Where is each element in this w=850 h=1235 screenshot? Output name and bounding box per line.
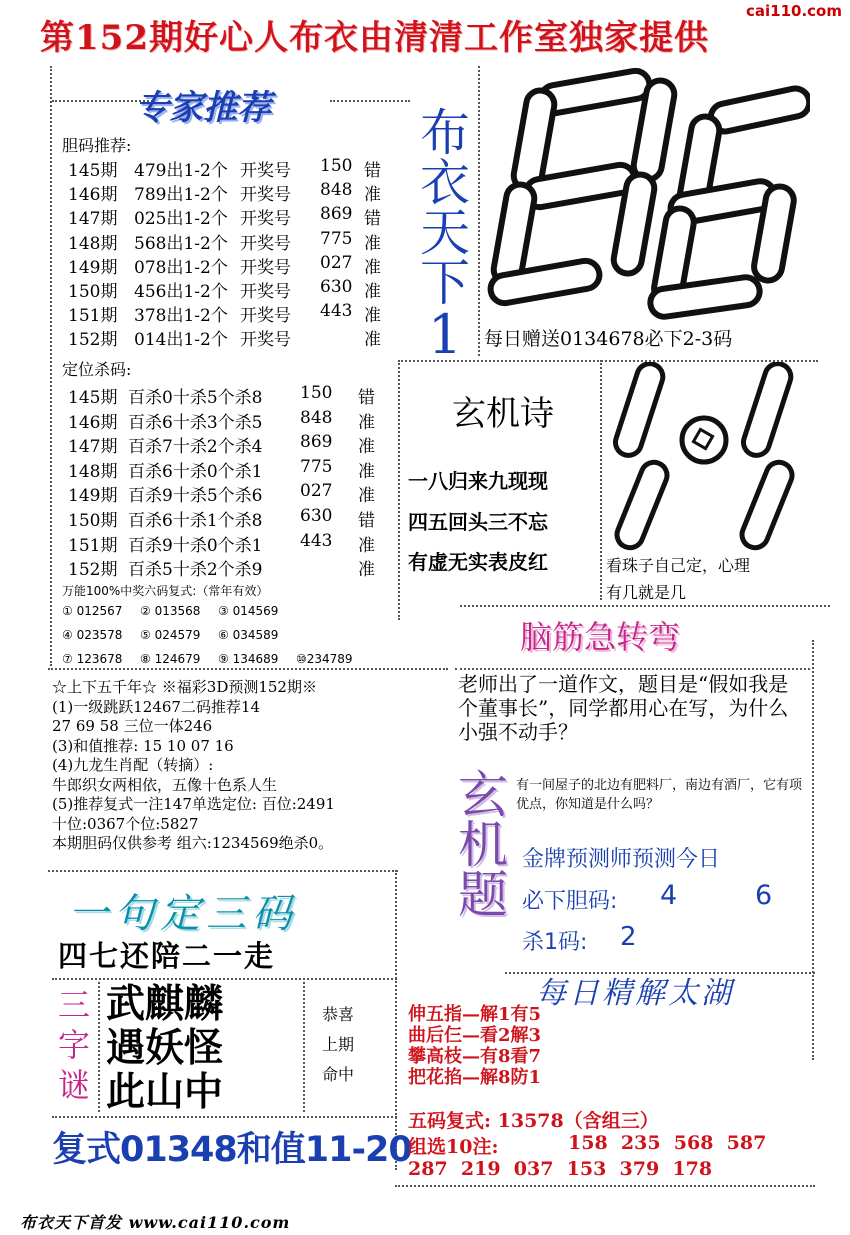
dan-pick: 568出1-2个 [134, 233, 228, 254]
dan-pick: 378出1-2个 [134, 306, 228, 327]
dan-period: 145期 [68, 161, 118, 181]
kill-period: 145期 [68, 388, 118, 408]
dan-num: 869 [320, 204, 353, 225]
kill-period: 150期 [68, 511, 118, 531]
taihu-lines [408, 1004, 541, 1088]
dan-result: 准 [364, 257, 381, 278]
dan-num: 848 [320, 180, 353, 201]
prediction-line: 27 69 58 三位一体246 [52, 717, 213, 735]
kill-result: 错 [358, 388, 375, 408]
kill-result: 错 [358, 511, 375, 531]
kill-period: 147期 [68, 437, 118, 458]
dan-result: 准 [364, 306, 381, 327]
footer-text: 布衣天下首发 www.cai110.com [20, 1213, 291, 1232]
divider [600, 360, 602, 600]
dan-pick: 078出1-2个 [134, 257, 228, 278]
six-code-cell: ③ 014569 [218, 604, 279, 618]
divider [303, 982, 305, 1112]
taihu-line: 把花掐—解8防1 [408, 1067, 542, 1088]
dan-pick: 456出1-2个 [134, 282, 228, 302]
kill-pick: 百杀0十杀5个杀8 [128, 388, 263, 408]
kill-pick: 百杀9十杀0个杀1 [128, 535, 263, 556]
poem-line-3: 有虚无实表皮红 [408, 550, 548, 574]
kill-num: 848 [300, 407, 333, 428]
kill-result: 准 [358, 560, 375, 581]
must-dan-value-a: 4 [660, 880, 678, 911]
dan-pick: 789出1-2个 [134, 185, 228, 206]
congrats-note: 恭喜 上期 命中 [322, 1005, 355, 1084]
prediction-line: (3)和值推荐: 15 10 07 16 [52, 736, 234, 755]
divider [48, 668, 448, 670]
riddle-lines [106, 982, 223, 1114]
kill-pick: 百杀9十杀5个杀6 [128, 486, 263, 507]
budai-vertical-title: 布 衣 天 下 1 [420, 104, 470, 366]
prediction-notes [52, 678, 335, 854]
xuanji-question: 有一间屋子的北边有肥料厂，南边有酒厂，它有项优点，你知道是什么吗？ [516, 778, 803, 812]
dan-label: 开奖号 [240, 282, 291, 302]
dan-result: 准 [364, 330, 381, 351]
kill-one-label: 杀1码: [522, 930, 588, 955]
digits-86-graphic [480, 68, 810, 326]
kill-one-value: 2 [620, 922, 637, 952]
kill-pick: 百杀6十杀1个杀8 [128, 511, 263, 531]
six-code-cell: ⑤ 024579 [140, 628, 201, 642]
dan-num: 443 [320, 301, 353, 322]
divider [52, 1116, 397, 1118]
beads-graphic [604, 362, 814, 552]
dan-label: 开奖号 [240, 306, 291, 327]
six-code-cell: ⑩234789 [296, 652, 353, 666]
dan-label: 开奖号 [240, 209, 291, 230]
divider [50, 66, 52, 666]
kill-result: 准 [358, 486, 375, 507]
one-phrase-text: 四七还陪二一走 [58, 939, 276, 973]
taihu-five-code: 五码复式: 13578（含组三） [408, 1110, 659, 1132]
brain-teaser-title: 脑筋急转弯 [520, 618, 681, 656]
kill-num: 443 [300, 530, 333, 551]
kill-period: 146期 [68, 412, 118, 433]
must-dan-label: 必下胆码: [522, 889, 618, 914]
taihu-line: 曲后仨—看2解3 [408, 1025, 542, 1046]
kill-num: 630 [300, 506, 333, 526]
dan-period: 146期 [68, 185, 118, 206]
dan-title: 胆码推荐: [62, 136, 132, 155]
dan-period: 151期 [68, 306, 118, 327]
kill-period: 149期 [68, 486, 118, 507]
taihu-line: 攀高枝—有8看7 [408, 1046, 542, 1067]
expert-heading: 专家推荐 [135, 88, 271, 128]
prediction-line: ☆上下五千年☆ ※福彩3D预测152期※ [52, 678, 317, 696]
poem-line-2: 四五回头三不忘 [408, 510, 548, 534]
riddle-line-1: 武麒麟 [106, 981, 224, 1027]
kill-pick: 百杀5十杀2个杀9 [128, 560, 263, 581]
taihu-zu-row-1: 158 235 568 587 [568, 1132, 767, 1154]
kill-period: 152期 [68, 560, 118, 581]
dan-num: 775 [320, 228, 353, 249]
divider [398, 360, 400, 620]
kill-result: 准 [358, 535, 375, 556]
dan-num: 150 [320, 156, 353, 176]
taihu-line: 伸五指—解1有5 [408, 1004, 542, 1025]
kill-num: 150 [300, 383, 333, 403]
six-code-cell: ④ 023578 [62, 628, 123, 642]
kill-pick: 百杀6十杀3个杀5 [128, 412, 263, 433]
dan-period: 152期 [68, 330, 118, 351]
taihu-zu-row-2: 287 219 037 153 379 178 [408, 1158, 713, 1180]
prediction-line: (4)九龙生肖配（转摘）: [52, 756, 214, 774]
poem-title: 玄机诗 [452, 394, 554, 434]
kill-num: 869 [300, 432, 333, 453]
dan-period: 149期 [68, 257, 118, 278]
brain-teaser-question: 老师出了一道作文，题目是“假如我是个董事长”，同学都用心在写，为什么小强不动手？ [458, 672, 789, 744]
kill-pick: 百杀6十杀0个杀1 [128, 461, 263, 482]
kill-result: 准 [358, 437, 375, 458]
poem-line-1: 一八归来九现现 [408, 469, 548, 493]
dan-label: 开奖号 [240, 257, 291, 278]
dan-result: 错 [364, 209, 381, 230]
six-code-title: 万能100%中奖六码复式:（常年有效） [62, 584, 269, 598]
gold-predictor-title: 金牌预测师预测今日 [522, 847, 721, 872]
dan-label: 开奖号 [240, 185, 291, 206]
divider [455, 668, 810, 670]
prediction-line: (1)一级跳跃12467二码推荐14 [52, 697, 261, 716]
prediction-line: 本期胆码仅供参考 组六:1234569绝杀0。 [52, 834, 334, 852]
must-dan-value-b: 6 [755, 880, 773, 911]
kill-title: 定位杀码: [62, 360, 132, 379]
riddle-line-3: 此山中 [106, 1069, 224, 1115]
dan-num: 027 [320, 252, 353, 273]
page-title: 第152期好心人布衣由清清工作室独家提供 [40, 18, 709, 58]
dan-result: 准 [364, 185, 381, 206]
dan-label: 开奖号 [240, 330, 291, 351]
taihu-title: 每日精解太湖 [536, 976, 734, 1011]
kill-result: 准 [358, 412, 375, 433]
kill-period: 151期 [68, 535, 118, 556]
kill-result: 准 [358, 461, 375, 482]
dan-label: 开奖号 [240, 161, 291, 181]
dan-pick: 014出1-2个 [134, 330, 228, 351]
divider [98, 982, 100, 1112]
six-code-cell: ⑥ 034589 [218, 628, 279, 642]
riddle-line-2: 遇妖怪 [106, 1025, 224, 1071]
divider [330, 100, 410, 102]
dan-result: 准 [364, 282, 381, 302]
kill-num: 775 [300, 456, 333, 477]
dan-period: 147期 [68, 209, 118, 230]
daily-gift-text: 每日赠送0134678必下2-3码 [484, 328, 733, 350]
dan-pick: 479出1-2个 [134, 161, 228, 181]
dan-result: 准 [364, 233, 381, 254]
dan-label: 开奖号 [240, 233, 291, 254]
dan-period: 150期 [68, 282, 118, 302]
prediction-line: 十位:0367个位:5827 [52, 814, 199, 833]
combo-text: 复式01348和值11-20 [52, 1130, 412, 1170]
prediction-line: (5)推荐复式一注147单选定位: 百位:2491 [52, 795, 335, 813]
six-code-cell: ⑨ 134689 [218, 652, 279, 666]
one-phrase-title: 一句定三码 [68, 891, 298, 937]
divider [52, 978, 397, 980]
xuanji-vertical-title: 玄 机 题 [458, 766, 508, 924]
kill-pick: 百杀7十杀2个杀4 [128, 437, 263, 458]
dan-result: 错 [364, 161, 381, 181]
taihu-zu-label: 组选10注: [408, 1136, 499, 1158]
divider [460, 605, 830, 607]
six-code-cell: ① 012567 [62, 604, 123, 618]
kill-num: 027 [300, 481, 333, 502]
dan-period: 148期 [68, 233, 118, 254]
site-url[interactable]: cai110.com [746, 2, 842, 20]
three-char-riddle-vertical: 三 字 谜 [58, 986, 91, 1104]
six-code-cell: ② 013568 [140, 604, 201, 618]
divider [812, 640, 814, 1060]
divider [395, 1185, 815, 1187]
dan-num: 630 [320, 277, 353, 297]
beads-note-1: 看珠子自己定，心理 [606, 556, 751, 575]
beads-note-2: 有几就是几 [606, 583, 687, 602]
kill-period: 148期 [68, 461, 118, 482]
six-code-cell: ⑦ 123678 [62, 652, 123, 666]
divider [48, 870, 398, 872]
dan-pick: 025出1-2个 [134, 209, 228, 230]
prediction-line: 牛郎织女两相依，五像十色系人生 [52, 775, 278, 794]
six-code-cell: ⑧ 124679 [140, 652, 201, 666]
